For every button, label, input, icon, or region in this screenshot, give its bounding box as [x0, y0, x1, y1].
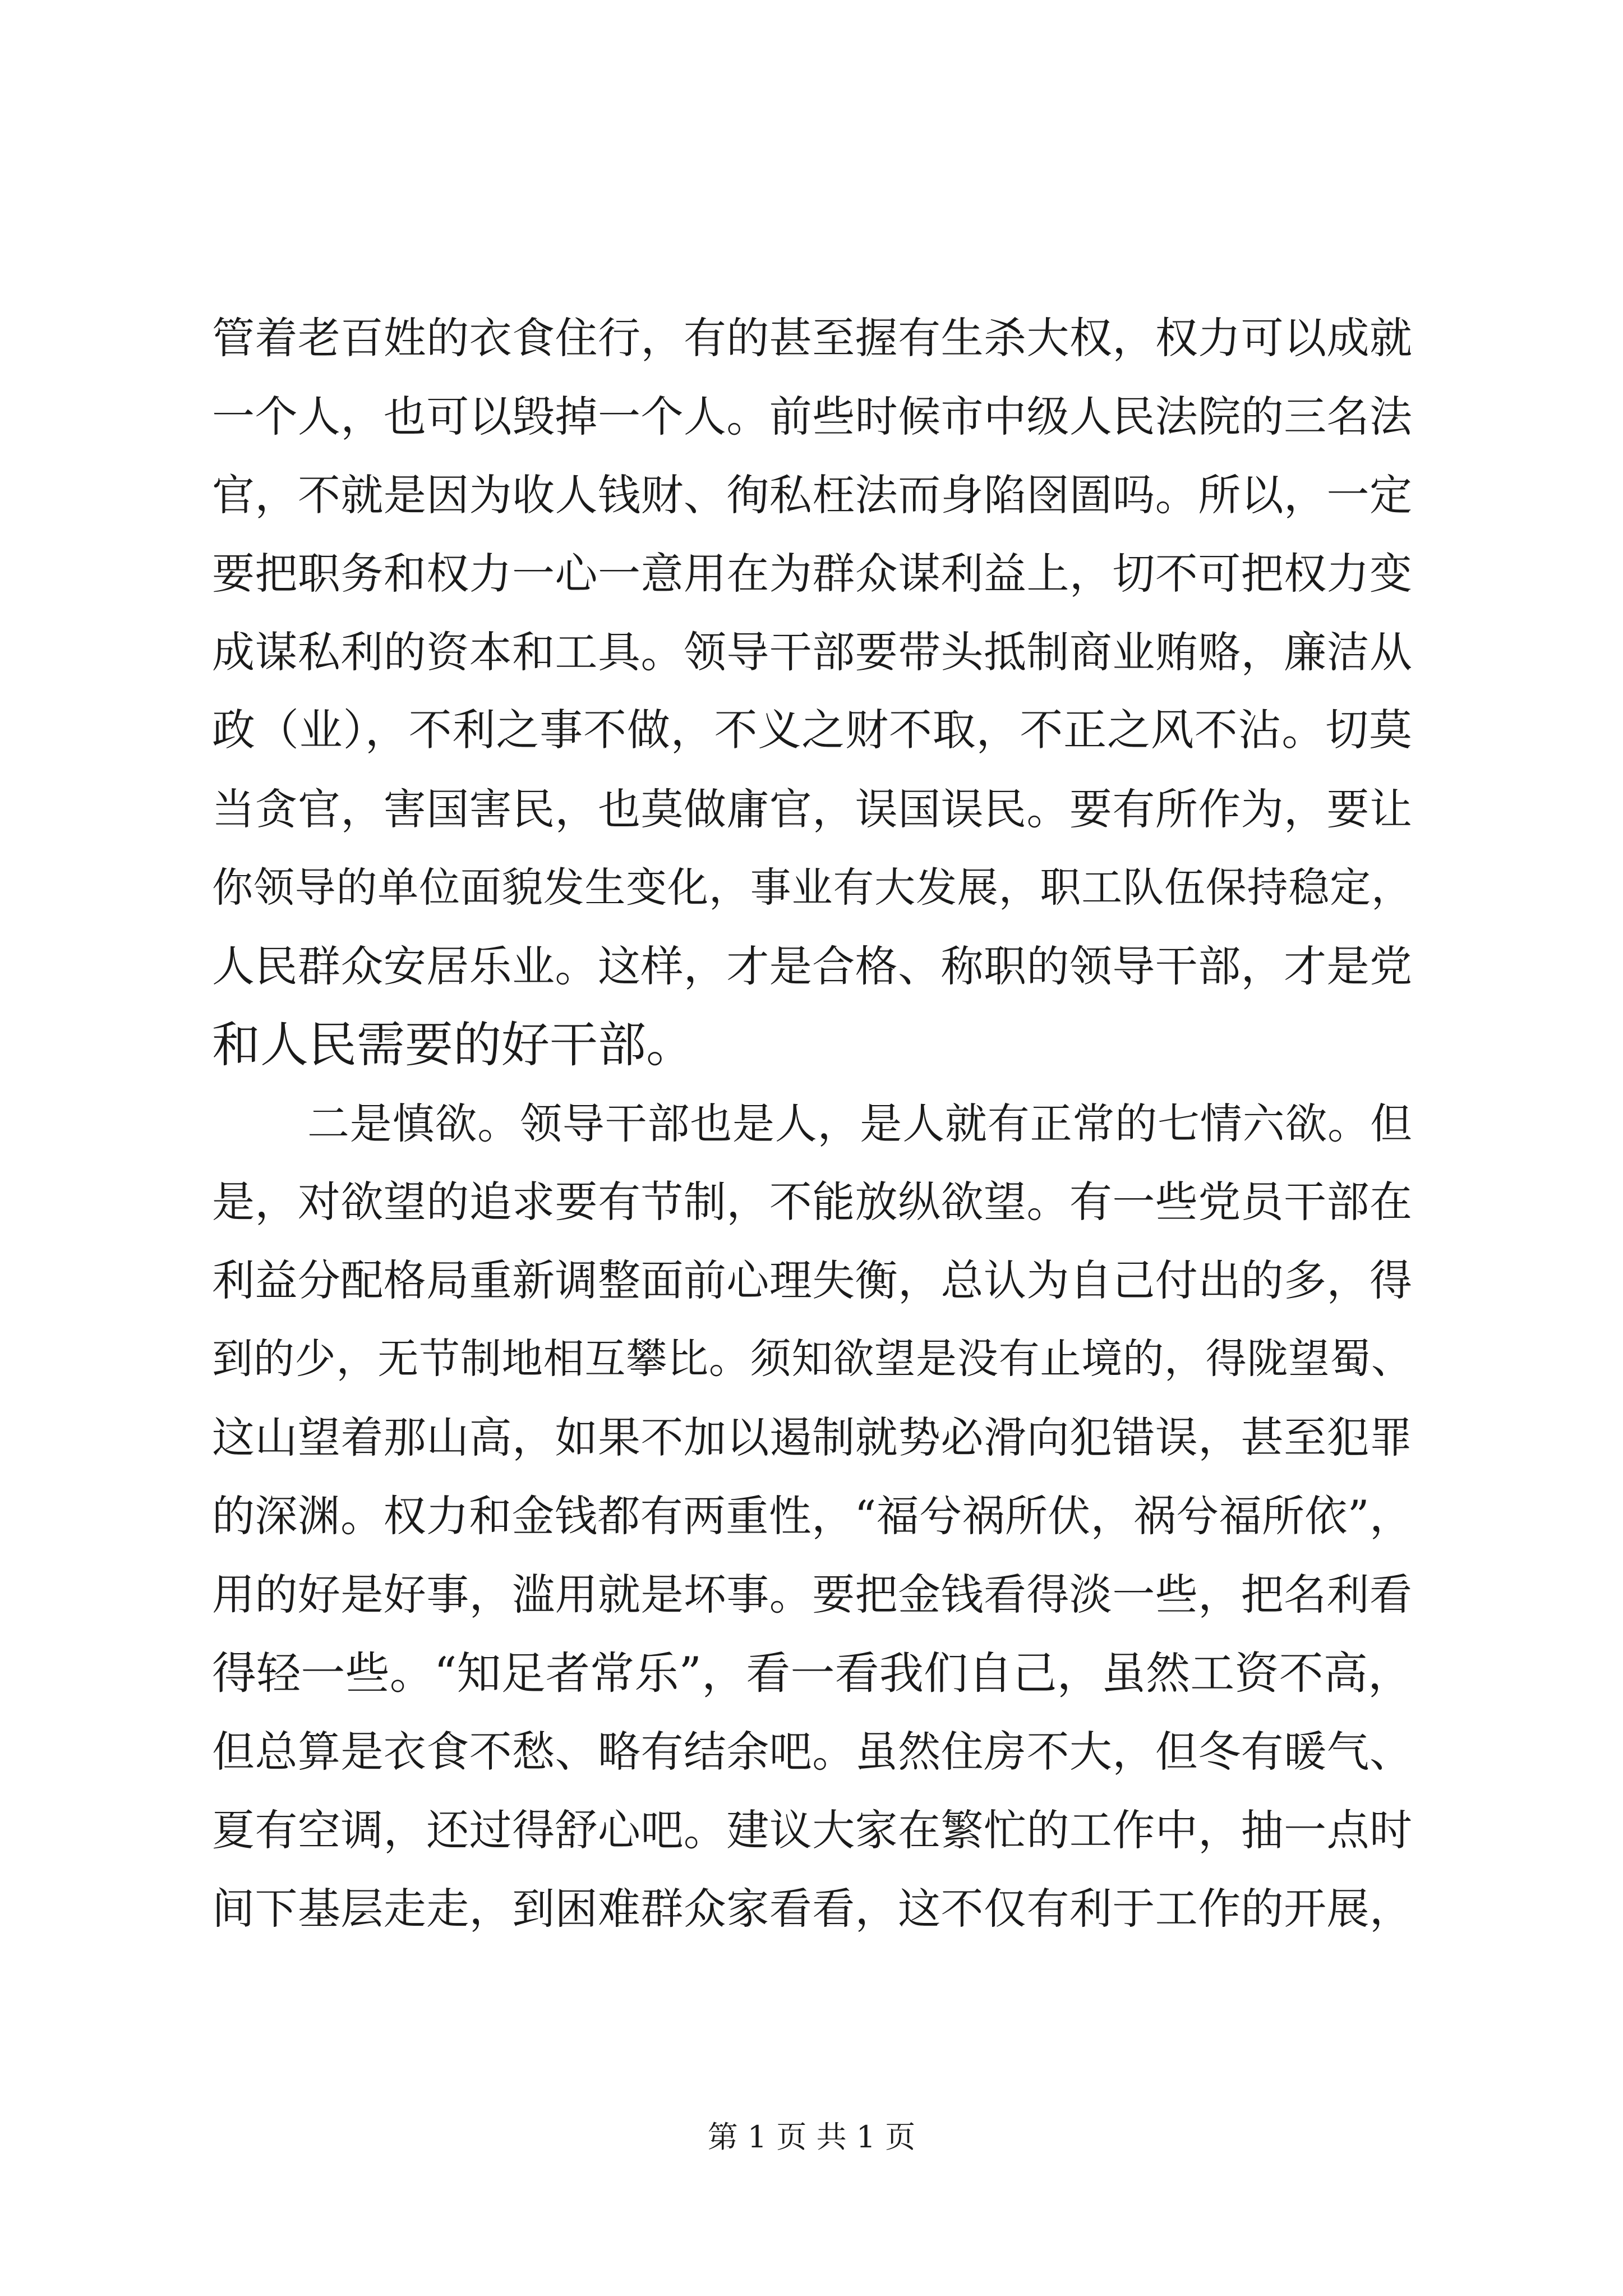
text-line: 当贪官，害国害民，也莫做庸官，误国误民。要有所作为，要让 [212, 784, 1412, 834]
text-line: 和人民需要的好干部。 [212, 1017, 694, 1073]
paragraph-first-line: 二是慎欲。领导干部也是人，是人就有正常的七情六欲。但 [307, 1099, 1412, 1148]
page-number-footer: 第 1 页 共 1 页 [707, 2119, 916, 2155]
text-line: 是，对欲望的追求要有节制，不能放纵欲望。有一些党员干部在 [212, 1177, 1412, 1227]
text-line: 一个人，也可以毁掉一个人。前些时候市中级人民法院的三名法 [212, 392, 1412, 441]
text-line: 间下基层走走，到困难群众家看看，这不仅有利于工作的开展， [212, 1884, 1412, 1934]
text-line: 成谋私利的资本和工具。领导干部要带头抵制商业贿赂，廉洁从 [212, 627, 1412, 677]
text-line: 要把职务和权力一心一意用在为群众谋利益上，切不可把权力变 [212, 549, 1412, 599]
text-line: 夏有空调，还过得舒心吧。建议大家在繁忙的工作中，抽一点时 [212, 1805, 1412, 1855]
text-line: 你领导的单位面貌发生变化，事业有大发展，职工队伍保持稳定， [212, 864, 1412, 912]
text-line: 政（业），不利之事不做，不义之财不取，不正之风不沾。切莫 [212, 706, 1412, 756]
text-line: 但总算是衣食不愁、略有结余吧。虽然住房不大，但冬有暖气、 [212, 1727, 1412, 1777]
text-line: 管着老百姓的衣食住行，有的甚至握有生杀大权，权力可以成就 [212, 313, 1412, 363]
text-line: 这山望着那山高，如果不加以遏制就势必滑向犯错误，甚至犯罪 [212, 1412, 1412, 1462]
text-line: 的深渊。权力和金钱都有两重性，“福兮祸所伏，祸兮福所依”， [212, 1491, 1412, 1541]
text-line: 人民群众安居乐业。这样，才是合格、称职的领导干部，才是党 [212, 941, 1412, 991]
text-line: 利益分配格局重新调整面前心理失衡，总认为自己付出的多，得 [212, 1255, 1412, 1305]
text-line: 官，不就是因为收人钱财、徇私枉法而身陷囹圄吗。所以，一定 [212, 470, 1412, 520]
text-line: 得轻一些。“知足者常乐”，看一看我们自己，虽然工资不高， [212, 1648, 1412, 1699]
text-line: 到的少，无节制地相互攀比。须知欲望是没有止境的，得陇望蜀、 [212, 1335, 1412, 1383]
text-line: 用的好是好事，滥用就是坏事。要把金钱看得淡一些，把名利看 [212, 1570, 1412, 1619]
